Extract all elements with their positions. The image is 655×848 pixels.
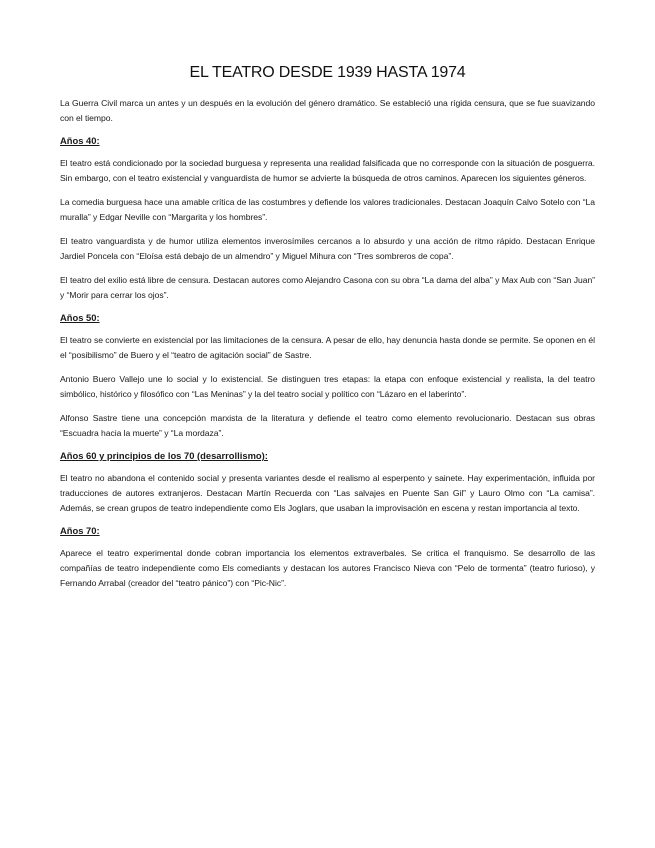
- paragraph: El teatro se convierte en existencial por las limitaciones de la censura. A pesar de ello, hay denuncia hasta donde se permite. Se oponen en él el “posibilismo” de Buero y el “teatro de agitación social” de Sastre.: [60, 335, 595, 360]
- paragraph: El teatro no abandona el contenido social y presenta variantes desde el realismo al esperpento y sainete. Hay experimentación, influida por traducciones de autores extranjeros. Destacan Martín Recuerda con “Las salvajes en Puente San Gil” y Lauro Olmo con “La camisa”. Además, se crean grupos de teatro independiente como Els Joglars, que usaban la improvisación en escena y restan importancia al texto.: [60, 473, 595, 513]
- paragraph: La comedia burguesa hace una amable crítica de las costumbres y defiende los valores tradicionales. Destacan Joaquín Calvo Sotelo con “La muralla” y Edgar Neville con “Margarita y los hombres”.: [60, 197, 595, 222]
- section-heading: Años 50:: [60, 312, 100, 323]
- paragraph: Aparece el teatro experimental donde cobran importancia los elementos extraverbales. Se critica el franquismo. Se desarrollo de las compañías de teatro independiente como Els comediants y destacan los autores Francisco Nieva con “Pelo de tormenta” (teatro furioso), y Fernando Arrabal (creador del “teatro pánico”) con “Pic-Nic”.: [60, 548, 595, 588]
- section-heading: Años 60 y principios de los 70 (desarrollismo):: [60, 450, 268, 461]
- paragraph: El teatro vanguardista y de humor utiliza elementos inverosímiles cercanos a lo absurdo y una acción de ritmo rápido. Destacan Enrique Jardiel Poncela con “Eloísa está debajo de un almendro” y Miguel Mihura con “Tres sombreros de copa”.: [60, 236, 595, 261]
- intro-paragraph: La Guerra Civil marca un antes y un después en la evolución del género dramático. Se estableció una rígida censura, que se fue suavizando con el tiempo.: [60, 98, 595, 123]
- section-heading: Años 70:: [60, 525, 100, 536]
- paragraph: Alfonso Sastre tiene una concepción marxista de la literatura y defiende el teatro como elemento revolucionario. Destacan sus obras “Escuadra hacia la muerte” y “La mordaza”.: [60, 413, 595, 438]
- section-heading: Años 40:: [60, 135, 100, 146]
- paragraph: El teatro está condicionado por la sociedad burguesa y representa una realidad falsificada que no corresponde con la situación de posguerra. Sin embargo, con el teatro existencial y vanguardista de humor se advierte la búsqueda de otros caminos. Aparecen los siguientes géneros.: [60, 158, 595, 183]
- section-anos-70: [60, 525, 595, 591]
- paragraph: El teatro del exilio está libre de censura. Destacan autores como Alejandro Casona con su obra “La dama del alba” y Max Aub con “San Juan” y “Morir para cerrar los ojos”.: [60, 275, 595, 300]
- document-page: [60, 64, 595, 600]
- document-title: EL TEATRO DESDE 1939 HASTA 1974: [189, 64, 466, 81]
- section-anos-50: [60, 312, 595, 441]
- section-anos-60: [60, 450, 595, 516]
- section-anos-40: [60, 135, 595, 303]
- paragraph: Antonio Buero Vallejo une lo social y lo existencial. Se distinguen tres etapas: la etapa con enfoque existencial y realista, la del teatro simbólico, histórico y filosófico con “Las Meninas” y la del teatro social y político con “Lázaro en el laberinto”.: [60, 374, 595, 399]
